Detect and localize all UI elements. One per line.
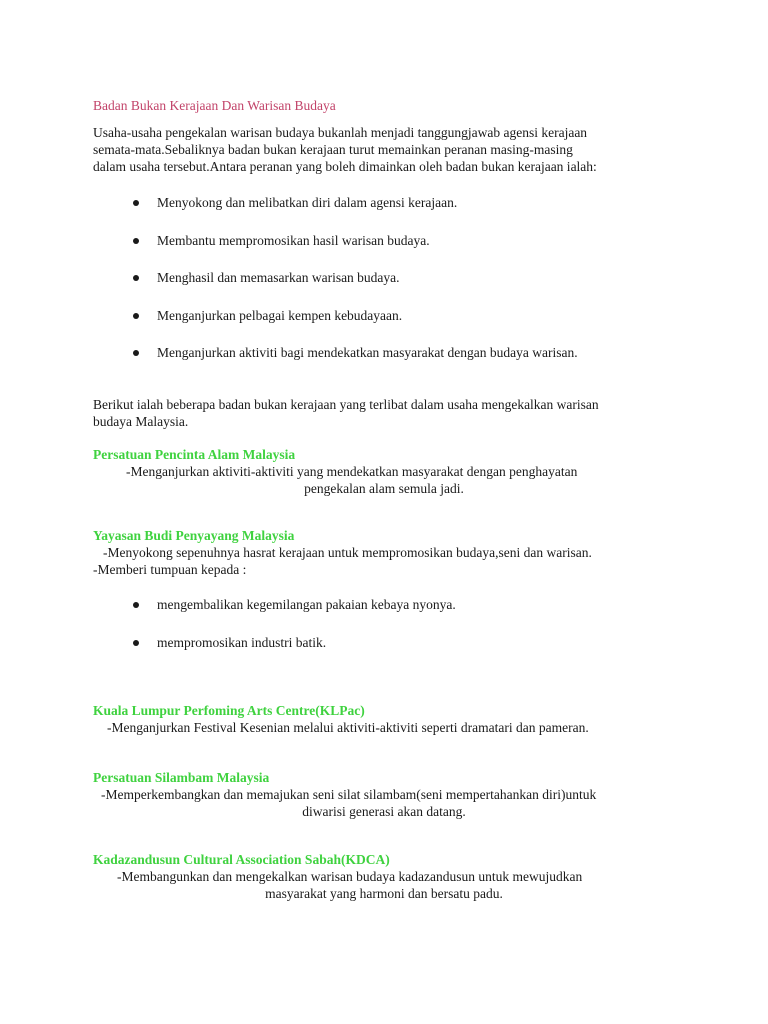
org-description: masyarakat yang harmoni dan bersatu padu. — [265, 886, 503, 901]
bullet-icon — [133, 200, 139, 206]
org-description: -Menganjurkan Festival Kesenian melalui aktiviti-aktiviti seperti dramatari dan pameran. — [107, 720, 589, 735]
intro-line: semata-mata.Sebaliknya badan bukan kerajaan turut memainkan peranan masing-masing — [93, 142, 573, 157]
role-item: Menganjurkan pelbagai kempen kebudayaan. — [157, 308, 403, 323]
intro-line: Usaha-usaha pengekalan warisan budaya bukanlah menjadi tanggungjawab agensi kerajaan — [93, 125, 588, 140]
list-intro-line: Berikut ialah beberapa badan bukan kerajaan yang terlibat dalam usaha mengekalkan warisan — [93, 397, 599, 412]
focus-item: mengembalikan kegemilangan pakaian kebaya nyonya. — [157, 597, 456, 612]
org-description: -Menganjurkan aktiviti-aktiviti yang mendekatkan masyarakat dengan penghayatan — [126, 464, 578, 479]
bullet-icon — [133, 313, 139, 319]
bullet-icon — [133, 238, 139, 244]
org-description: pengekalan alam semula jadi. — [304, 481, 464, 496]
org-name: Yayasan Budi Penyayang Malaysia — [93, 528, 295, 543]
org-description: -Membangunkan dan mengekalkan warisan budaya kadazandusun untuk mewujudkan — [117, 869, 583, 884]
org-name: Kuala Lumpur Perfoming Arts Centre(KLPac) — [93, 703, 365, 718]
role-item: Menganjurkan aktiviti bagi mendekatkan masyarakat dengan budaya warisan. — [157, 345, 578, 360]
bullet-icon — [133, 350, 139, 356]
focus-item: mempromosikan industri batik. — [157, 635, 327, 650]
role-item: Membantu mempromosikan hasil warisan budaya. — [157, 233, 430, 248]
org-description: -Menyokong sepenuhnya hasrat kerajaan untuk mempromosikan budaya,seni dan warisan. — [103, 545, 592, 560]
intro-line: dalam usaha tersebut.Antara peranan yang boleh dimainkan oleh badan bukan kerajaan ialah: — [93, 159, 597, 174]
document-heading: Badan Bukan Kerajaan Dan Warisan Budaya — [93, 98, 336, 113]
list-intro-line: budaya Malaysia. — [93, 414, 189, 429]
org-name: Persatuan Pencinta Alam Malaysia — [93, 447, 296, 462]
org-name: Persatuan Silambam Malaysia — [93, 770, 270, 785]
bullet-icon — [133, 602, 139, 608]
org-description: diwarisi generasi akan datang. — [302, 804, 466, 819]
role-item: Menyokong dan melibatkan diri dalam agensi kerajaan. — [157, 195, 458, 210]
org-description: -Memberi tumpuan kepada : — [93, 562, 247, 577]
bullet-icon — [133, 275, 139, 281]
role-item: Menghasil dan memasarkan warisan budaya. — [157, 270, 400, 285]
bullet-icon — [133, 640, 139, 646]
org-name: Kadazandusun Cultural Association Sabah(KDCA) — [93, 852, 390, 867]
org-description: -Memperkembangkan dan memajukan seni silat silambam(seni mempertahankan diri)untuk — [101, 787, 597, 802]
